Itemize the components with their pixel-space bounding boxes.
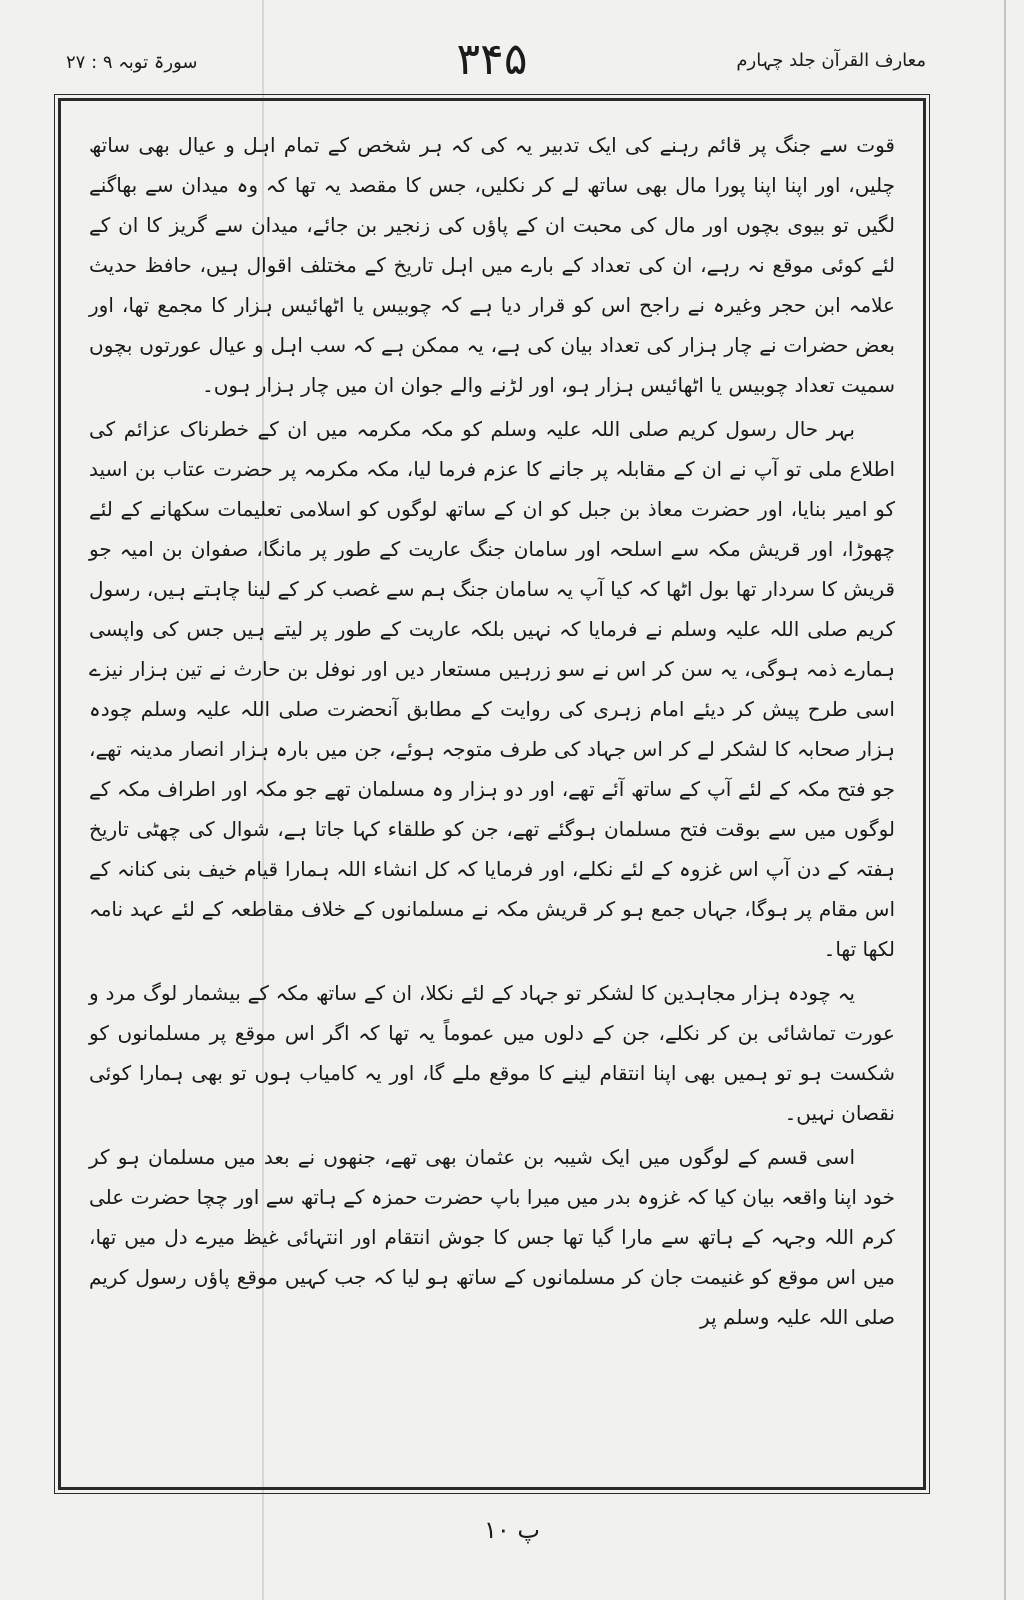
book-title: معارف القرآن جلد چہارم: [736, 50, 926, 71]
body-text: [89, 125, 895, 1337]
page-number: ۳۴۵: [456, 34, 528, 85]
paragraph-4: اسی قسم کے لوگوں میں ایک شیبہ بن عثمان بھی تھے، جنھوں نے بعد میں مسلمان ہو کر خود اپنا واقعہ بیان کیا کہ غزوہ بدر میں میرا باپ حضرت حمزہ کے ہاتھ سے اور چچا حضرت علی کرم اللہ وجہہ کے ہاتھ سے مارا گیا تھا جس کا جوش انتقام اور انتہائی غیظ میرے دل میں تھا، میں اس موقع کو غنیمت جان کر مسلمانوں کے ساتھ ہو لیا کہ جب کہیں موقع پاؤں رسول کریم صلی اللہ علیہ وسلم پر: [89, 1145, 895, 1329]
paragraph-1: قوت سے جنگ پر قائم رہنے کی ایک تدبیر یہ کی کہ ہر شخص کے تمام اہل و عیال بھی ساتھ چلیں، اور اپنا اپنا پورا مال بھی ساتھ لے کر نکلیں، جس کا مقصد یہ تھا کہ وہ میدان سے بھاگنے لگیں تو بیوی بچوں اور مال کی محبت ان کے پاؤں کی زنجیر بن جائے، میدان سے گریز کا ان کے لئے کوئی موقع نہ رہے، ان کی تعداد کے بارے میں اہل تاریخ کے مختلف اقوال ہیں، حافظ حدیث علامہ ابن حجر وغیرہ نے راجح اس کو قرار دیا ہے کہ چوبیس یا اٹھائیس ہزار کا مجمع تھا، اور بعض حضرات نے چار ہزار کی تعداد بیان کی ہے، یہ ممکن ہے کہ سب اہل و عیال عورتوں بچوں سمیت تعداد چوبیس یا اٹھائیس ہزار ہو، اور لڑنے والے جوان ان میں چار ہزار ہوں۔: [89, 133, 895, 397]
paragraph-3: یہ چودہ ہزار مجاہدین کا لشکر تو جہاد کے لئے نکلا، ان کے ساتھ مکہ کے بیشمار لوگ مرد و عورت تماشائی بن کر نکلے، جن کے دلوں میں عموماً یہ تھا کہ اگر اس موقع پر مسلمانوں کو شکست ہو تو ہمیں بھی اپنا انتقام لینے کا موقع ملے گا، اور یہ کامیاب ہوں تو بھی ہمارا کوئی نقصان نہیں۔: [89, 981, 895, 1125]
page-header: [58, 34, 926, 88]
paragraph-2: بہر حال رسول کریم صلی اللہ علیہ وسلم کو مکہ مکرمہ میں ان کے خطرناک عزائم کی اطلاع ملی تو آپ نے ان کے مقابلہ پر جانے کا عزم فرما لیا، مکہ مکرمہ پر حضرت عتاب بن اسید کو امیر بنایا، اور حضرت معاذ بن جبل کو ان کے ساتھ لوگوں کو اسلامی تعلیمات سکھانے کے لئے چھوڑا، اور قریش مکہ سے اسلحہ اور سامان جنگ عاریت کے طور پر مانگا، صفوان بن امیہ جو قریش کا سردار تھا بول اٹھا کہ کیا آپ یہ سامان جنگ ہم سے غصب کر کے لینا چاہتے ہیں، رسول کریم صلی اللہ علیہ وسلم نے فرمایا کہ نہیں بلکہ عاریت کے طور پر لیتے ہیں جس کی واپسی ہمارے ذمہ ہوگی، یہ سن کر اس نے سو زرہیں مستعار دیں اور نوفل بن حارث نے تین ہزار نیزے اسی طرح پیش کر دیئے امام زہری کی روایت کے مطابق آنحضرت صلی اللہ علیہ وسلم چودہ ہزار صحابہ کا لشکر لے کر اس جہاد کی طرف متوجہ ہوئے، جن میں بارہ ہزار انصار مدینہ تھے، جو فتح مکہ کے لئے آپ کے ساتھ آئے تھے، اور دو ہزار وہ مسلمان تھے جو مکہ اور اطراف مکہ کے لوگوں میں سے بوقت فتح مسلمان ہوگئے تھے، جن کو طلقاء کہا جاتا ہے، شوال کی چھٹی تاریخ ہفتہ کے دن آپ اس غزوہ کے لئے نکلے، اور فرمایا کہ کل انشاء اللہ ہمارا قیام خیف بنی کنانہ کے اس مقام پر ہوگا، جہاں جمع ہو کر قریش مکہ نے مسلمانوں کے خلاف مقاطعہ کے لئے عہد نامہ لکھا تھا۔: [89, 417, 895, 961]
text-frame: [58, 98, 926, 1490]
footer-part-number: پ ۱۰: [483, 1516, 540, 1544]
page-edge-line: [1004, 0, 1006, 1600]
surah-reference: سورۃ توبہ ۹ : ۲۷: [66, 52, 198, 73]
